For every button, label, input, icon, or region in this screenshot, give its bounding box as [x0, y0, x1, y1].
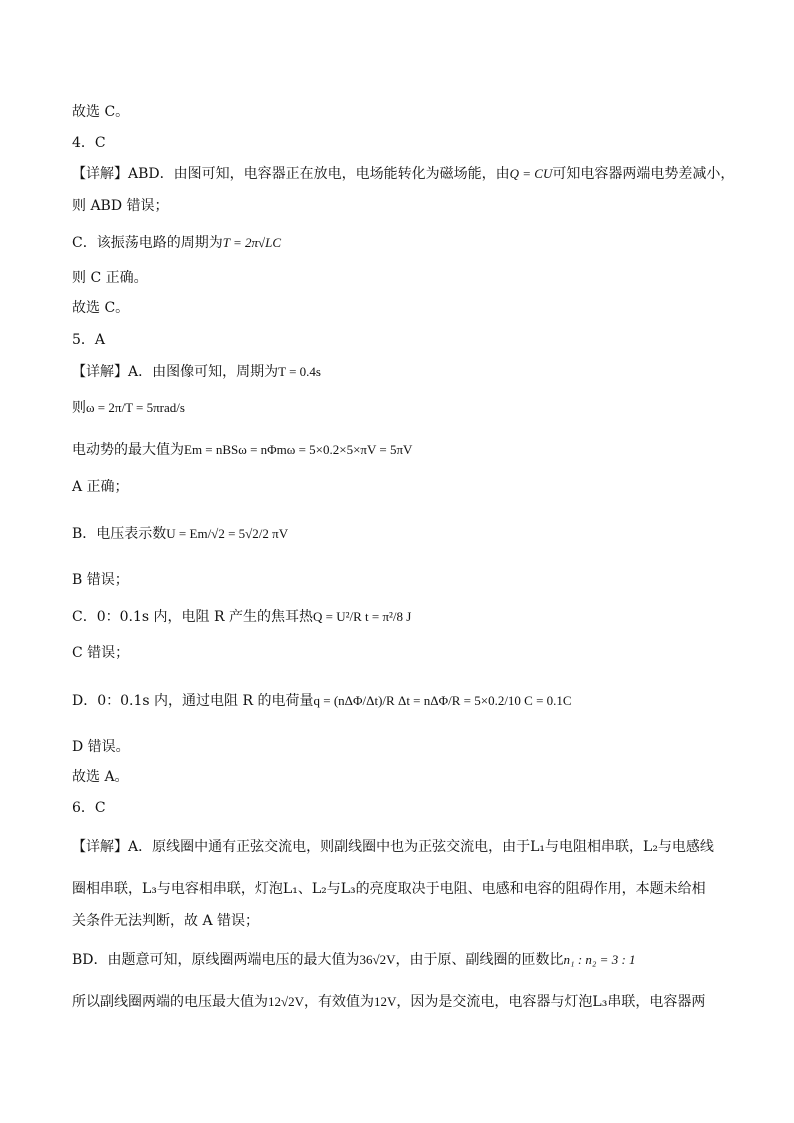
question-number: 5．A: [72, 332, 106, 348]
explanation-line: BD．由题意可知，原线圈两端电压的最大值为36√2V，由于原、副线圈的匝数比n₁ : n₂ = 3 : 1: [72, 952, 636, 968]
result-line: B 错误；: [72, 572, 129, 588]
answer-line: 故选 C。: [72, 300, 130, 316]
question-number: 6．C: [72, 800, 106, 816]
result-line: C 错误；: [72, 645, 130, 661]
explanation-line: 则 ABD 错误；: [72, 198, 169, 214]
formula-line: C．0：0.1s 内，电阻 R 产生的焦耳热Q = U²/R t = π²/8 J: [72, 609, 412, 625]
explanation-line: 关条件无法判断，故 A 错误；: [72, 913, 260, 929]
explanation-line: 【详解】A．由图像可知，周期为T = 0.4s: [72, 364, 321, 380]
result-line: D 错误。: [72, 739, 130, 755]
explanation-line: C．该振荡电路的周期为T = 2π√LC: [72, 235, 282, 251]
explanation-line: 则 C 正确。: [72, 270, 148, 286]
formula-line: B．电压表示数U = Em/√2 = 5√2/2 πV: [72, 526, 289, 542]
formula-line: D．0：0.1s 内，通过电阻 R 的电荷量q = (nΔΦ/Δt)/R Δt = nΔΦ/R = 5×0.2/10 C = 0.1C: [72, 693, 572, 709]
explanation-line: 所以副线圈两端的电压最大值为12√2V，有效值为12V，因为是交流电，电容器与灯泡L₃串联，电容器两: [72, 994, 706, 1010]
formula-line: 电动势的最大值为Em = nBSω = nΦmω = 5×0.2×5×πV = 5πV: [72, 442, 413, 458]
explanation-line: 【详解】A．原线圈中通有正弦交流电，则副线圈中也为正弦交流电，由于L₁与电阻相串联，L₂与电感线: [72, 839, 714, 855]
explanation-line: 【详解】ABD．由图可知，电容器正在放电，电场能转化为磁场能，由Q = CU可知电容器两端电势差减小，: [72, 166, 735, 182]
explanation-line: 圈相串联，L₃与电容相串联，灯泡L₁、L₂与L₃的亮度取决于电阻、电感和电容的阻碍作用，本题未给相: [72, 881, 706, 897]
result-line: A 正确；: [72, 479, 129, 495]
answer-line: 故选 A。: [72, 769, 129, 785]
formula-line: 则ω = 2π/T = 5πrad/s: [72, 400, 185, 416]
question-number: 4．C: [72, 135, 106, 151]
answer-line: 故选 C。: [72, 104, 130, 120]
